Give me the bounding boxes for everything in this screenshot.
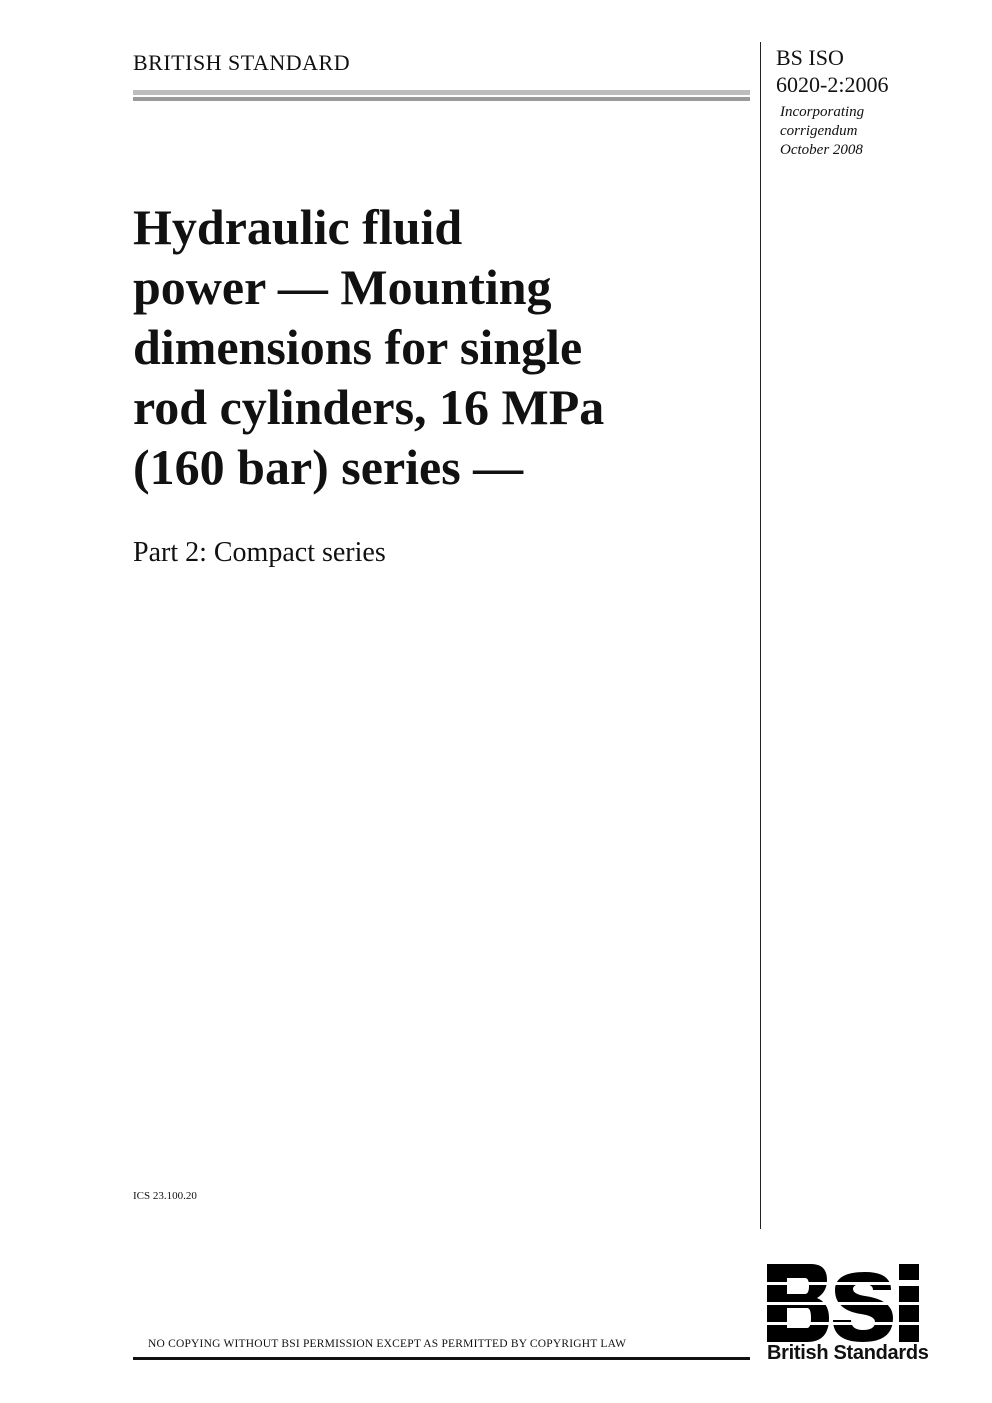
title-line: dimensions for single <box>133 319 583 375</box>
corrigendum-note <box>780 103 864 160</box>
bottom-rule <box>133 1357 750 1360</box>
header-label: BRITISH STANDARD <box>133 50 351 75</box>
document-subtitle: Part 2: Compact series <box>133 537 386 568</box>
bsi-mark-icon <box>765 1262 945 1344</box>
corrigendum-note-line2: corrigendum <box>780 123 858 139</box>
bsi-caption: British Standards <box>767 1342 929 1364</box>
ics-code: ICS 23.100.20 <box>133 1190 197 1202</box>
title-line: power — Mounting <box>133 259 552 315</box>
header-rule-upper <box>133 90 750 95</box>
vertical-divider <box>760 42 761 1229</box>
bsi-logo <box>765 1262 945 1368</box>
standard-number-line1: BS ISO <box>776 45 844 70</box>
title-line: Hydraulic fluid <box>133 199 463 255</box>
copyright-notice: NO COPYING WITHOUT BSI PERMISSION EXCEPT AS PERMITTED BY COPYRIGHT LAW <box>148 1338 627 1350</box>
corrigendum-note-line3: October 2008 <box>780 142 863 158</box>
document-title <box>133 197 753 497</box>
standard-number <box>776 44 888 98</box>
header-rule-lower <box>133 97 750 101</box>
corrigendum-note-line1: Incorporating <box>780 104 865 120</box>
title-line: rod cylinders, 16 MPa <box>133 379 605 435</box>
header-rule <box>133 90 750 102</box>
title-line: (160 bar) series — <box>133 439 524 495</box>
standard-number-line2: 6020-2:2006 <box>776 72 889 97</box>
